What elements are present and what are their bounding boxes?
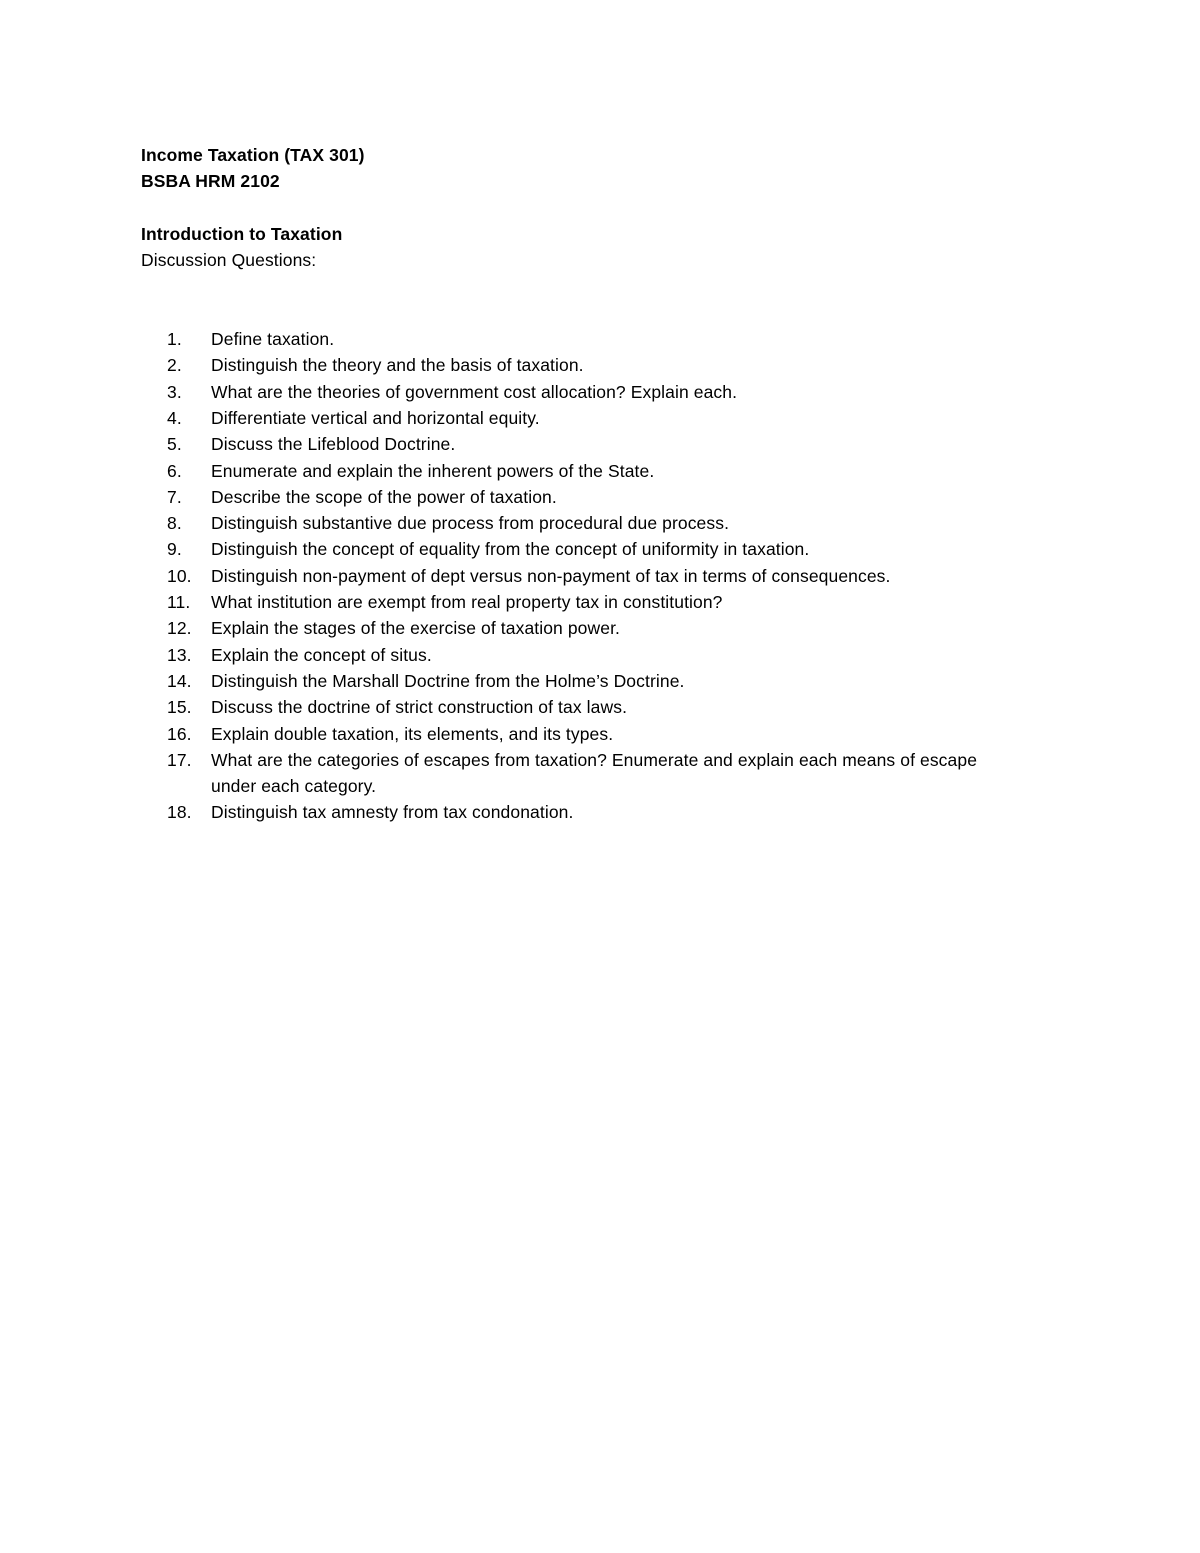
question-text: What are the theories of government cost allocation? Explain each. [211, 381, 738, 402]
question-number: 18. [167, 802, 192, 823]
question-text: Distinguish the theory and the basis of taxation. [211, 355, 584, 376]
question-number: 2. [167, 355, 182, 376]
question-text: Distinguish non-payment of dept versus non-payment of tax in terms of consequences. [211, 565, 891, 586]
question-text: Distinguish substantive due process from procedural due process. [211, 513, 730, 534]
question-text: Distinguish the Marshall Doctrine from the Holme’s Doctrine. [211, 670, 685, 691]
course-title: Income Taxation (TAX 301) [141, 145, 365, 165]
question-item [141, 668, 1041, 694]
spacer [141, 195, 1041, 221]
question-item [141, 615, 1041, 641]
topic-title: Introduction to Taxation [141, 223, 343, 244]
question-number: 7. [167, 486, 182, 507]
question-text: Explain the stages of the exercise of taxation power. [211, 618, 621, 639]
question-number: 15. [167, 697, 192, 718]
question-text: Discuss the doctrine of strict construction of tax laws. [211, 697, 628, 718]
question-item [141, 405, 1041, 431]
question-number: 4. [167, 407, 182, 428]
question-text: Distinguish the concept of equality from the concept of uniformity in taxation. [211, 539, 810, 560]
question-item [141, 352, 1041, 378]
question-number: 11. [167, 592, 191, 613]
question-number: 12. [167, 618, 192, 639]
question-number: 6. [167, 460, 182, 481]
questions-list [141, 326, 1041, 826]
question-number: 13. [167, 644, 192, 665]
question-text: Discuss the Lifeblood Doctrine. [211, 434, 456, 455]
question-number: 17. [167, 749, 192, 770]
question-item [141, 458, 1041, 484]
question-number: 1. [167, 329, 182, 350]
question-item [141, 642, 1041, 668]
question-item [141, 694, 1041, 720]
question-item [141, 589, 1041, 615]
question-number: 10. [167, 565, 192, 586]
question-number: 3. [167, 381, 182, 402]
question-item [141, 563, 1041, 589]
question-text: Explain double taxation, its elements, and its types. [211, 723, 614, 744]
spacer [141, 273, 1041, 326]
question-text: Define taxation. [211, 329, 335, 350]
question-number: 5. [167, 434, 182, 455]
section-code: BSBA HRM 2102 [141, 171, 280, 192]
question-text: What are the categories of escapes from taxation? Enumerate and explain each means of escape under each category. [211, 749, 978, 797]
question-item [141, 799, 1041, 825]
question-item [141, 721, 1041, 747]
document-content [141, 142, 1041, 826]
question-number: 14. [167, 670, 192, 691]
question-text: Enumerate and explain the inherent powers of the State. [211, 460, 655, 481]
question-text: Differentiate vertical and horizontal equity. [211, 407, 540, 428]
question-item [141, 747, 1041, 800]
question-item [141, 326, 1041, 352]
question-text: Distinguish tax amnesty from tax condonation. [211, 802, 574, 823]
question-number: 8. [167, 513, 182, 534]
question-item [141, 536, 1041, 562]
question-item [141, 510, 1041, 536]
topic-subtitle: Discussion Questions: [141, 250, 317, 271]
question-item [141, 379, 1041, 405]
question-text: Explain the concept of situs. [211, 644, 432, 665]
question-text: What institution are exempt from real property tax in constitution? [211, 592, 723, 613]
question-item [141, 484, 1041, 510]
question-number: 16. [167, 723, 192, 744]
question-number: 9. [167, 539, 182, 560]
question-text: Describe the scope of the power of taxation. [211, 486, 557, 507]
question-item [141, 431, 1041, 457]
